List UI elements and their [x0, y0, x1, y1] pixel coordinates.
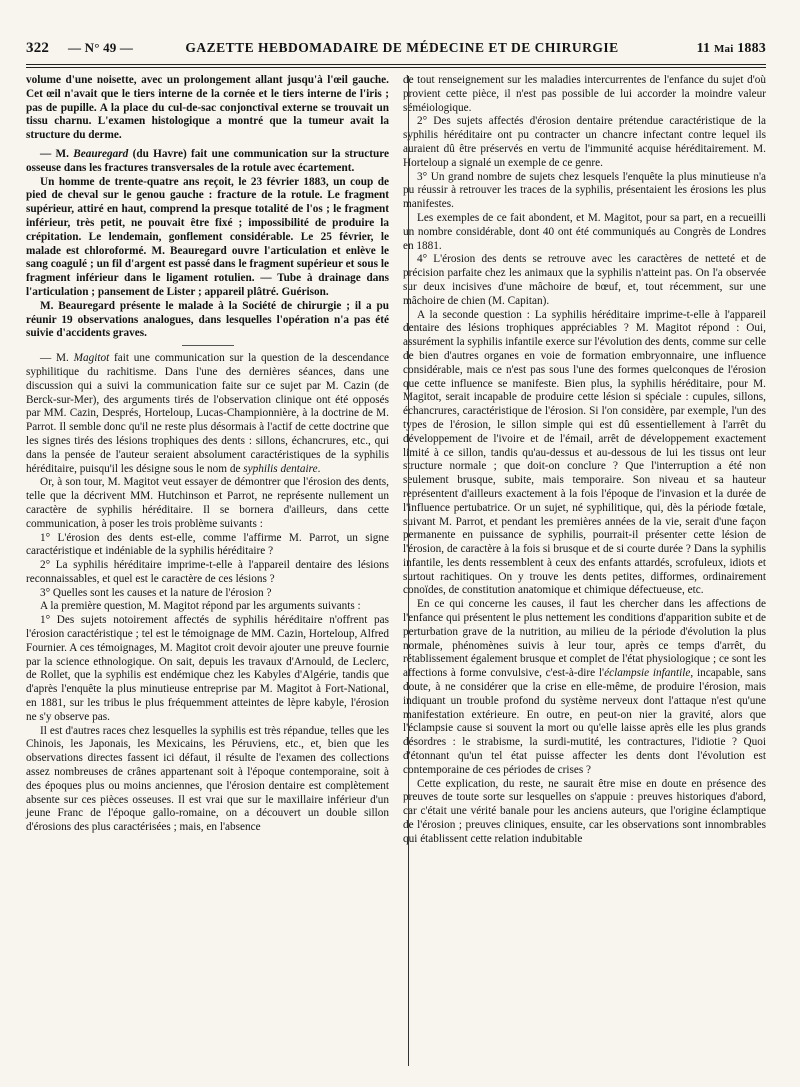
paragraph: Les exemples de ce fait abondent, et M. Magitot, pour sa part, en a recueilli un nombre considérable, dont 40 ont été communiqués au Congrès de Londres en 1881. [403, 211, 766, 252]
paragraph: 3° Un grand nombre de sujets chez lesquels l'enquête la plus minutieuse n'a pu réussir à retrouver les traces de la syphilis, présentaient les érosions les plus manifestes. [403, 170, 766, 211]
running-header [26, 40, 766, 60]
paragraph: — M. Beauregard (du Havre) fait une communication sur la structure osseuse dans les fractures transversales de la rotule avec écartement. [26, 147, 389, 174]
paragraph: Cette explication, du reste, ne saurait être mise en doute en présence des preuves de toute sorte sur lesquelles on s'appuie : preuves historiques d'abord, car c'était une vérité banale pour les anciens auteurs, que l'origine éclamptique de l'érosion ; preuves cliniques, ensuite, car les observations sont innombrables qui établissent cette relation indubitable [403, 777, 766, 845]
speaker-name: Beauregard [73, 147, 129, 160]
date-year: 1883 [737, 41, 766, 56]
emphasized-term: syphilis dentaire [243, 462, 318, 475]
journal-title: GAZETTE HEBDOMADAIRE DE MÉDECINE ET DE CHIRURGIE [185, 40, 619, 55]
paragraph: — M. Magitot fait une communication sur la question de la descendance syphilitique du rachitisme. Dans l'une des dernières séances, dans une discussion qui a suivi la communication faite sur ce sujet par M. Cazin (de Berck-sur-Mer), des arguments tirés de l'observation clinique ont été opposés par MM. Cazin, Després, Horteloup, Lucas-Championnière, à la doctrine de M. Parrot. Il semble donc qu'il ne reste plus désormais à l'actif de cette doctrine que les signes tirés des lésions trophiques des dents : sillons, échancrures, etc., qui dans la pensée de l'auteur seraient absolument caractéristiques de la syphilis héréditaire, puisqu'il les désigne sous le nom de syphilis dentaire. [26, 352, 389, 475]
paragraph: Or, à son tour, M. Magitot veut essayer de démontrer que l'érosion des dents, telle que la décrivent MM. Hutchinson et Parrot, ne représente nullement un caractère de syphilis héréditaire. Il se bornera d'ailleurs, dans cette communication, à poser les trois problème suivants : [26, 476, 389, 530]
issue-number: — N° 49 — [68, 40, 134, 55]
text-columns [26, 74, 766, 847]
paragraph: volume d'une noisette, avec un prolongement allant jusqu'à l'œil gauche. Cet œil n'avait que le tiers interne de la cornée et le tiers interne de l'iris ; pas de pupille. A la place du cul-de-sac conjonctival externe se trouvait un tissu charnu. L'examen histologique a montré que la tumeur avait la structure du derme. [26, 74, 389, 142]
paragraph: En ce qui concerne les causes, il faut les chercher dans les affections de l'enfance qui présentent le plus nettement les conditions d'apparition subite et de perturbation grave de la nutrition, au milieu de la période d'évolution la plus normale, phénomènes suivis à leur tour, après ce temps d'arrêt, du rétablissement également brusque et complet de l'état physiologique ; ce sont les affections à forme convulsive, c'est-à-dire l'éclampsie infantile, incapable, sans doute, à ne considérer que la crise en elle-même, de produire l'érosion, mais indiquant un trouble profond du système nerveux dont l'attaque n'est qu'une manifestation extérieure. En outre, en peut-on nier la gravité, alors que l'éclampsie cause si souvent la mort ou qu'elle laisse après elle les plus grands désordres : le strabisme, la surdi-mutité, les contractures, l'idiotie ? Quoi d'étonnant qu'un tel état puisse affecter les dents dont l'évolution est contemporaine de ces périodes de crises ? [403, 598, 767, 776]
paragraph: 1° Des sujets notoirement affectés de syphilis héréditaire n'offrent pas l'érosion caractéristique ; tel est le témoignage de MM. Cazin, Horteloup, Alfred Fournier. A ces témoignages, M. Magitot croit devoir ajouter une preuve fournie par la science ethnologique. On sait, depuis les travaux d'Arnould, de Leclerc, de Rollet, que la syphilis est endémique chez les Kabyles d'Algérie, tandis que d'après l'enquête la plus minutieuse entreprise par M. Magitot à Fort-National, en 1881, sur les tribus le plus fréquemment atteintes de lèpre kabyle, l'érosion ne s'y observe pas. [26, 614, 389, 723]
column-divider [408, 76, 409, 1066]
page-number: 322 [26, 40, 50, 56]
section-separator [182, 345, 234, 346]
issue-date [656, 41, 766, 57]
paragraph: Un homme de trente-quatre ans reçoit, le 23 février 1883, un coup de pied de cheval sur le genou gauche : fracture de la rotule. Le fragment supérieur, attiré en haut, comprend la presque totalité de l'os ; le fragment inférieur, très petit, ne pouvait être fixé ; impossibilité de produire la crépitation. Le lendemain, gonflement considérable. Le 25 février, le malade est chloroformé. M. Beauregard ouvre l'articulation et enlève le sang coagulé ; un fil d'argent est passé dans le fragment supérieur et sous le fragment inférieur dans le ligament rotulien. — Tube à drainage dans l'articulation ; pansement de Lister ; appareil plâtré. Guérison. [26, 175, 389, 298]
paragraph: de tout renseignement sur les maladies intercurrentes de l'enfance du sujet d'où provient cette pièce, il n'est pas possible de lui accorder la moindre valeur séméiologique. [403, 74, 766, 114]
speaker-name: Magitot [73, 352, 110, 365]
emphasized-term: éclampsie infantile [604, 667, 691, 680]
paragraph: 1° L'érosion des dents est-elle, comme l'affirme M. Parrot, un signe caractéristique et indéniable de la syphilis héréditaire ? [26, 531, 389, 558]
right-column [403, 74, 766, 847]
paragraph: A la seconde question : La syphilis héréditaire imprime-t-elle à l'appareil dentaire des lésions trophiques appréciables ? M. Magitot répond : Oui, assurément la syphilis infantile exerce sur l'évolution des dents, comme sur celle de bien d'autres organes en voie de formation embryonnaire, une influence considérable, mais ce n'est pas sous l'une des formes quelconques de l'érosion que cette influence se manifeste. Bien plus, la syphilis héréditaire, pour M. Magitot, serait incapable de produire cette lésion si spéciale : cupules, sillons, échancrures, caractéristique de l'érosion. Si l'on considère, par exemple, l'un des types de l'érosion, le sillon simple qui est dû essentiellement à l'arrêt du développement de l'ivoire et de l'émail, arrêt de développement exactement limité à ce sillon, tandis qu'au-dessus et au-dessous de lui les tissus ont leur structure normale ; que doit-on conclure ? Que l'interruption a été non seulement brusque, subite, mais temporaire. Son niveau et sa hauteur représentent d'ailleurs exactement à la fois l'époque de l'invasion et la durée de l'influence pertubatrice. Or un sujet, né syphilitique, qui, dès la période fœtale, suivant M. Parrot, et pendant les premières années de la vie, serait d'une façon permanente en puissance de syphilis, pourrait-il présenter cette lésion de l'érosion, de caractère à la fois si brusque et de si courte durée ? Dans la syphilis infantile, les dents ressemblent à ceux des enfants attardés, scrofuleux, idiots et surtout rachitiques. On y trouve les dents petites, difformes, ordinairement conoïdes, de constitution anatomique et chimique défectueuse, etc. [403, 308, 766, 597]
paragraph: 2° Des sujets affectés d'érosion dentaire prétendue caractéristique de la syphilis héréditaire ont pu contracter un chancre infectant contre lequel ils auraient dû être préservés en vertu de l'immunité acquise héréditairement. M. Horteloup a signalé un exemple de ce genre. [403, 115, 766, 169]
date-month: Mai [713, 43, 734, 55]
paragraph: A la première question, M. Magitot répond par les arguments suivants : [40, 600, 361, 613]
header-rule-thick [26, 64, 766, 65]
paragraph: 4° L'érosion des dents se retrouve avec les caractères de netteté et de précision parfaite chez les animaux que la syphilis n'atteint pas. On l'a observée sur deux incisives d'une mâchoire de bœuf, et, tout récemment, sur une mâchoire de chien (M. Capitan). [403, 253, 766, 307]
paragraph: 3° Quelles sont les causes et la nature de l'érosion ? [40, 586, 272, 599]
paragraph: 2° La syphilis héréditaire imprime-t-elle à l'appareil dentaire des lésions reconnaissables, et quel est le caractère de ces lésions ? [26, 559, 389, 585]
left-column [26, 74, 389, 847]
date-day: 11 [696, 41, 711, 56]
paragraph: Il est d'autres races chez lesquelles la syphilis est très répandue, telles que les Chinois, les Japonais, les Mexicains, les Péruviens, etc., et, bien que les observations directes fassent ici défaut, il résulte de l'examen des collections assez nombreuses de crânes appartenant soit à l'époque contemporaine, soit à des époques plus ou moins anciennes, que l'érosion dentaire est complètement absente sur ces pièces osseuses. Il est vrai que sur le maxillaire inférieur d'un jeune Franc de l'époque gallo-romaine, on a découvert un double sillon d'érosions des plus caractérisées ; mais, en l'absence [26, 724, 389, 834]
paragraph: M. Beauregard présente le malade à la Société de chirurgie ; il a pu réunir 19 observations analogues, dans lesquelles l'opération n'a pas été suivie d'accidents graves. [26, 299, 389, 340]
header-rule-thin [26, 67, 766, 68]
